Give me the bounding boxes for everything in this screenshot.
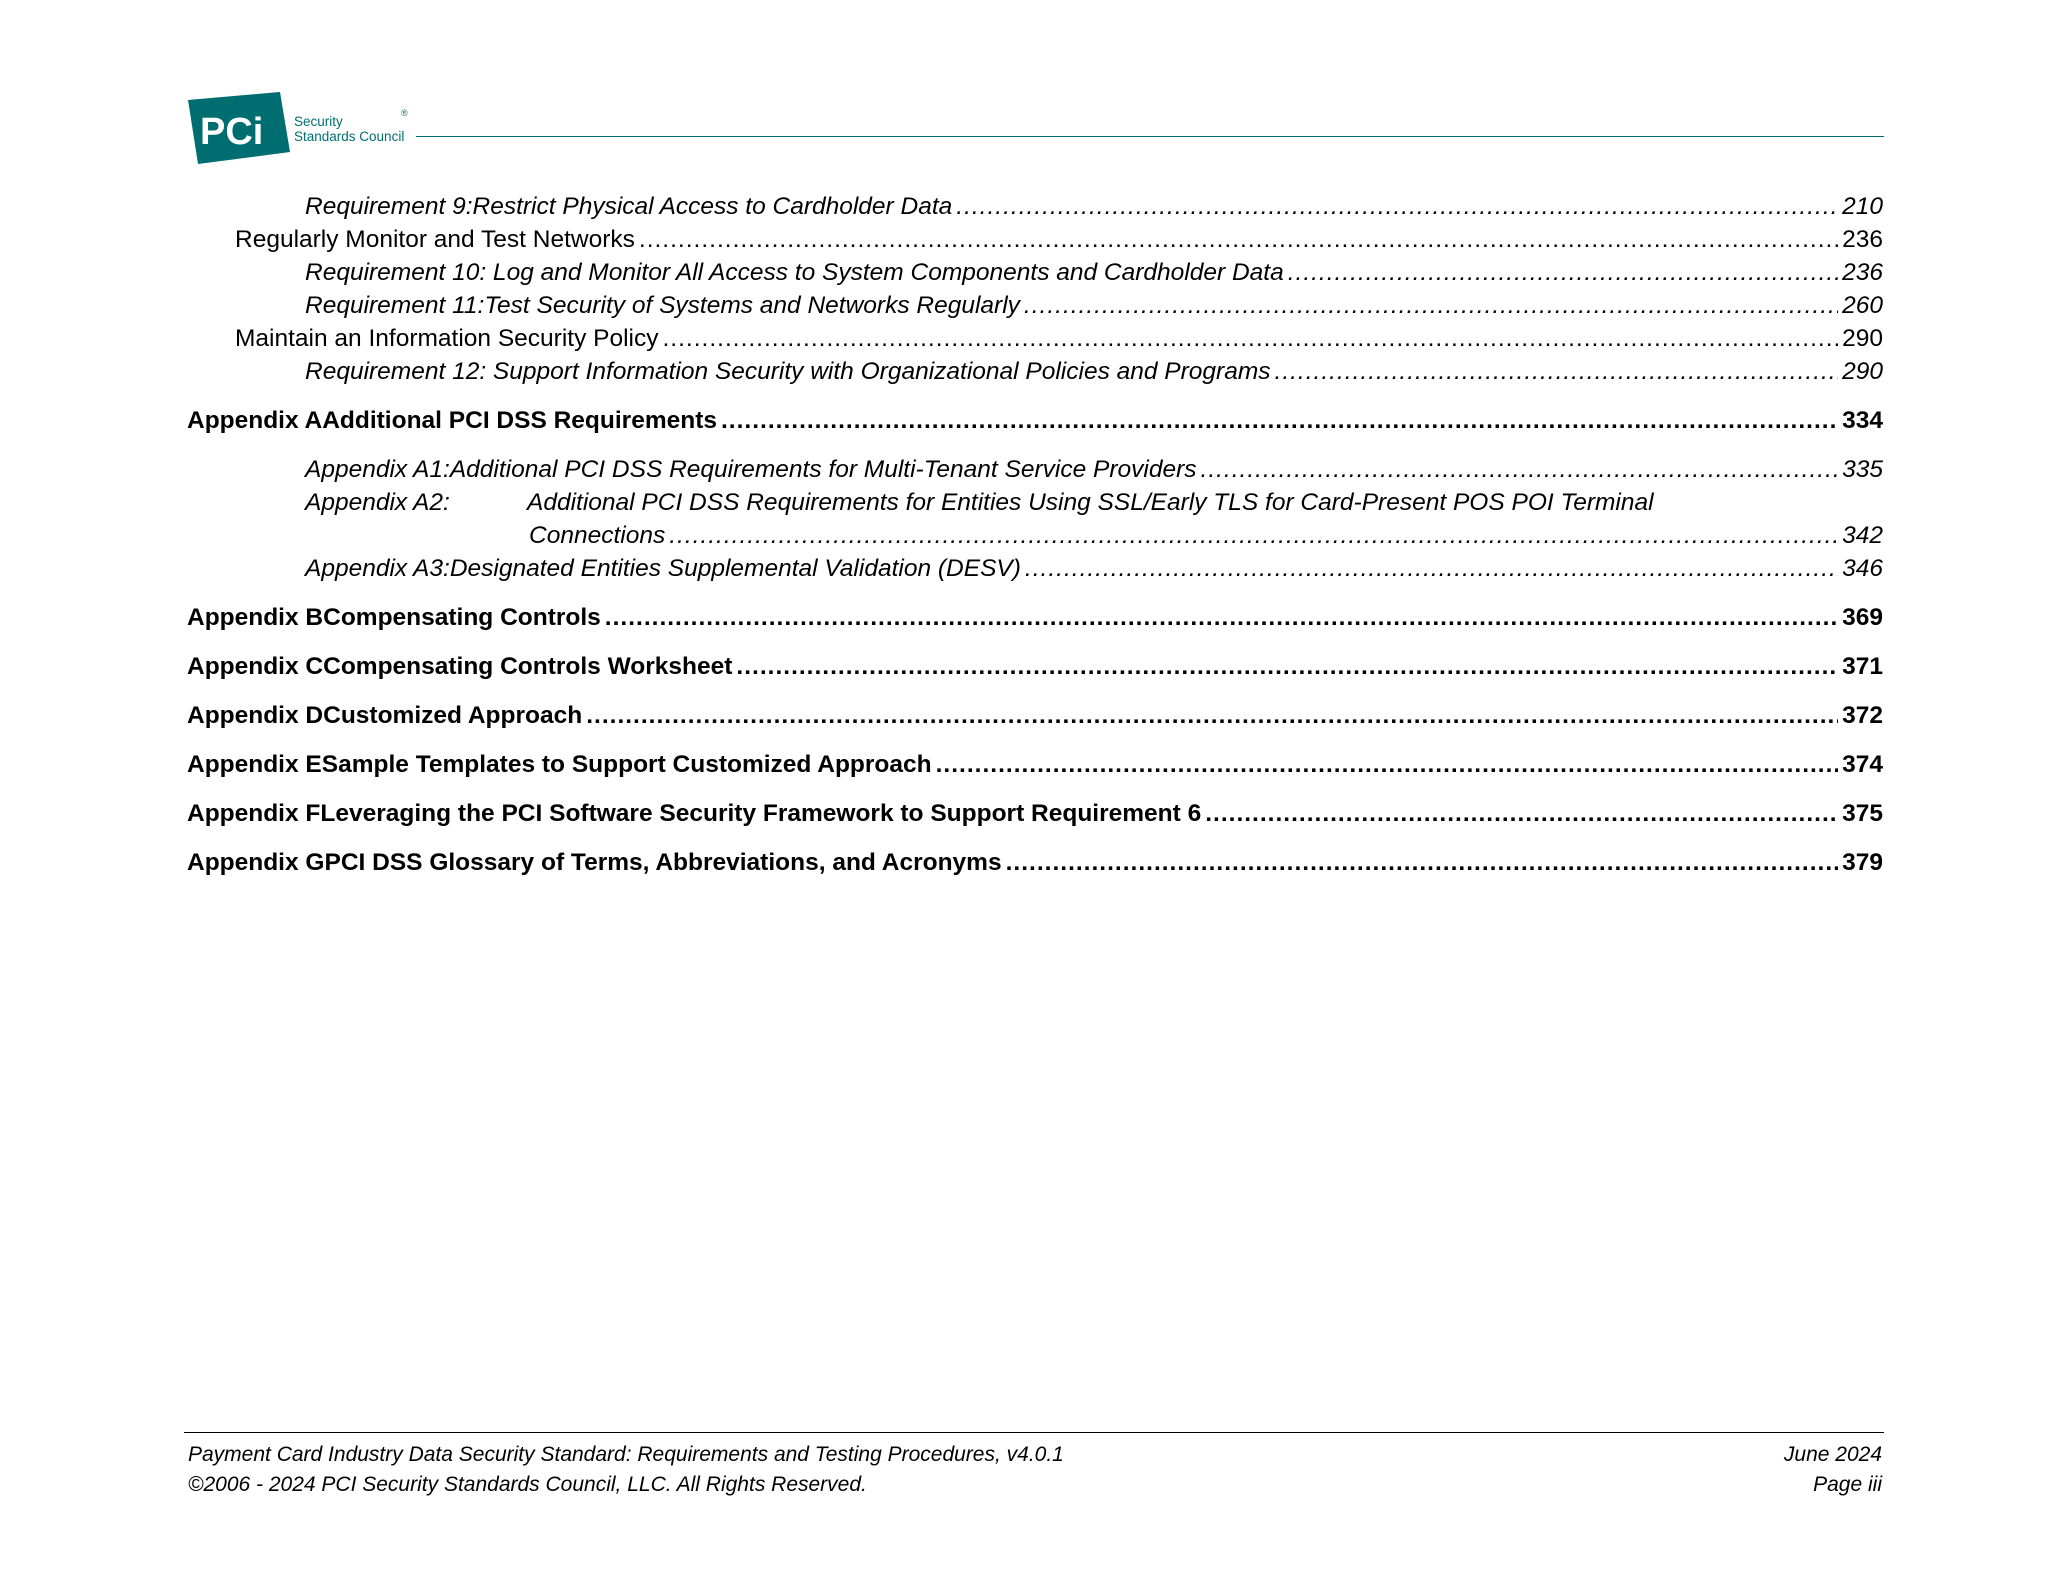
toc-entry-security-policy[interactable] bbox=[187, 322, 1883, 355]
toc-page-number: 335 bbox=[1842, 456, 1883, 483]
toc-entry-requirement-11[interactable] bbox=[187, 289, 1883, 322]
toc-entry-title: Sample Templates to Support Customized Approach bbox=[321, 751, 932, 778]
toc-entry-appendix-f[interactable] bbox=[187, 797, 1883, 830]
toc-page-number: 372 bbox=[1842, 702, 1883, 729]
toc-entry-appendix-c[interactable] bbox=[187, 650, 1883, 683]
toc-entry-title: Additional PCI DSS Requirements for Multi-Tenant Service Providers bbox=[449, 456, 1197, 483]
toc-entry-appendix-d[interactable] bbox=[187, 699, 1883, 732]
toc-entry-title: Customized Approach bbox=[323, 702, 583, 729]
toc-entry-title: Compensating Controls Worksheet bbox=[323, 653, 733, 680]
toc-entry-title: Maintain an Information Security Policy bbox=[235, 325, 659, 352]
toc-page-number: 369 bbox=[1842, 604, 1883, 631]
toc-entry-number: Appendix B bbox=[187, 604, 324, 631]
toc-page-number: 375 bbox=[1842, 800, 1883, 827]
toc-entry-number: Appendix C bbox=[187, 653, 324, 680]
toc-page-number: 371 bbox=[1842, 653, 1883, 680]
toc-entry-number: Appendix A1: bbox=[305, 456, 450, 483]
toc-page-number: 342 bbox=[1842, 522, 1883, 549]
dot-leader bbox=[936, 748, 1838, 781]
toc-entry-title-continued: Connections bbox=[529, 522, 666, 549]
toc-page-number: 346 bbox=[1842, 555, 1883, 582]
dot-leader bbox=[1024, 289, 1838, 322]
toc-entry-appendix-e[interactable] bbox=[187, 748, 1883, 781]
toc-entry-title: Restrict Physical Access to Cardholder Data bbox=[472, 193, 953, 220]
toc-entry-title: Leveraging the PCI Software Security Framework to Support Requirement 6 bbox=[320, 800, 1202, 827]
toc-entry-number: Requirement 11: bbox=[305, 292, 485, 319]
toc-entry-requirement-12[interactable] bbox=[187, 355, 1883, 388]
toc-entry-appendix-a3[interactable] bbox=[187, 552, 1883, 585]
logo-wordmark bbox=[294, 108, 408, 144]
dot-leader bbox=[669, 519, 1838, 552]
toc-entry-number: Appendix A2: bbox=[305, 489, 450, 516]
dot-leader bbox=[639, 223, 1838, 256]
toc-entry-title: Requirement 12: Support Information Security with Organizational Policies and Programs bbox=[305, 358, 1271, 385]
dot-leader bbox=[586, 699, 1838, 732]
page-header bbox=[186, 92, 1884, 166]
toc-entry-appendix-g[interactable] bbox=[187, 846, 1883, 879]
toc-entry-title: Regularly Monitor and Test Networks bbox=[235, 226, 635, 253]
dot-leader bbox=[956, 190, 1838, 223]
toc-page-number: 374 bbox=[1842, 751, 1883, 778]
toc-page-number: 334 bbox=[1842, 407, 1883, 434]
toc-entry-title: Additional PCI DSS Requirements for Entities Using SSL/Early TLS for Card-Present POS POI Terminal bbox=[527, 489, 1654, 516]
toc-entry-requirement-10[interactable] bbox=[187, 256, 1883, 289]
toc-entry-number: Appendix A bbox=[187, 407, 323, 434]
dot-leader bbox=[1205, 797, 1838, 830]
toc-entry-title: Test Security of Systems and Networks Regularly bbox=[484, 292, 1020, 319]
toc-page-number: 290 bbox=[1842, 325, 1883, 352]
header-rule bbox=[416, 136, 1884, 137]
dot-leader bbox=[1025, 552, 1838, 585]
toc-entry-title: Requirement 10: Log and Monitor All Access to System Components and Cardholder Data bbox=[305, 259, 1284, 286]
dot-leader bbox=[721, 404, 1838, 437]
registered-mark: ® bbox=[401, 108, 408, 118]
toc-entry-number: Appendix G bbox=[187, 849, 325, 876]
dot-leader bbox=[1006, 846, 1839, 879]
toc-entry-number: Appendix D bbox=[187, 702, 324, 729]
toc-page-number: 260 bbox=[1842, 292, 1883, 319]
toc-entry-requirement-9[interactable] bbox=[187, 190, 1883, 223]
toc-entry-title: Additional PCI DSS Requirements bbox=[322, 407, 717, 434]
pci-logo-icon bbox=[186, 92, 292, 164]
dot-leader bbox=[663, 322, 1839, 355]
table-of-contents bbox=[187, 190, 1883, 879]
dot-leader bbox=[1288, 256, 1838, 289]
toc-entry-number: Requirement 9: bbox=[305, 193, 473, 220]
toc-entry-number: Appendix F bbox=[187, 800, 321, 827]
toc-entry-number: Appendix E bbox=[187, 751, 322, 778]
footer-rule bbox=[184, 1432, 1884, 1433]
toc-page-number: 379 bbox=[1842, 849, 1883, 876]
dot-leader bbox=[605, 601, 1838, 634]
toc-entry-appendix-a[interactable] bbox=[187, 404, 1883, 437]
dot-leader bbox=[1201, 453, 1839, 486]
page-footer bbox=[188, 1440, 1882, 1500]
toc-page-number: 236 bbox=[1842, 259, 1883, 286]
footer-document-title: Payment Card Industry Data Security Standard: Requirements and Testing Procedures, v4.0.1 bbox=[188, 1443, 1064, 1466]
footer-copyright: ©2006 - 2024 PCI Security Standards Council, LLC. All Rights Reserved. bbox=[188, 1473, 867, 1496]
toc-entry-title: Designated Entities Supplemental Validation (DESV) bbox=[449, 555, 1021, 582]
footer-page-number: Page iii bbox=[1813, 1473, 1882, 1496]
toc-entry-appendix-a1[interactable] bbox=[187, 453, 1883, 486]
toc-entry-number: Appendix A3: bbox=[305, 555, 450, 582]
toc-page-number: 236 bbox=[1842, 226, 1883, 253]
logo-line-2: Standards Council bbox=[294, 129, 405, 144]
toc-entry-title: PCI DSS Glossary of Terms, Abbreviations, and Acronyms bbox=[324, 849, 1002, 876]
toc-entry-title: Compensating Controls bbox=[323, 604, 601, 631]
footer-date: June 2024 bbox=[1783, 1443, 1882, 1466]
toc-entry-appendix-b[interactable] bbox=[187, 601, 1883, 634]
logo-mark-text: PCi bbox=[200, 111, 264, 153]
toc-page-number: 290 bbox=[1842, 358, 1883, 385]
dot-leader bbox=[736, 650, 1838, 683]
toc-entry-appendix-a2-line-1[interactable] bbox=[187, 486, 1883, 519]
dot-leader bbox=[1275, 355, 1839, 388]
logo-line-1: Security bbox=[294, 114, 343, 129]
toc-entry-appendix-a2-line-2[interactable] bbox=[187, 519, 1883, 552]
toc-page-number: 210 bbox=[1842, 193, 1883, 220]
toc-entry-monitor-test-networks[interactable] bbox=[187, 223, 1883, 256]
